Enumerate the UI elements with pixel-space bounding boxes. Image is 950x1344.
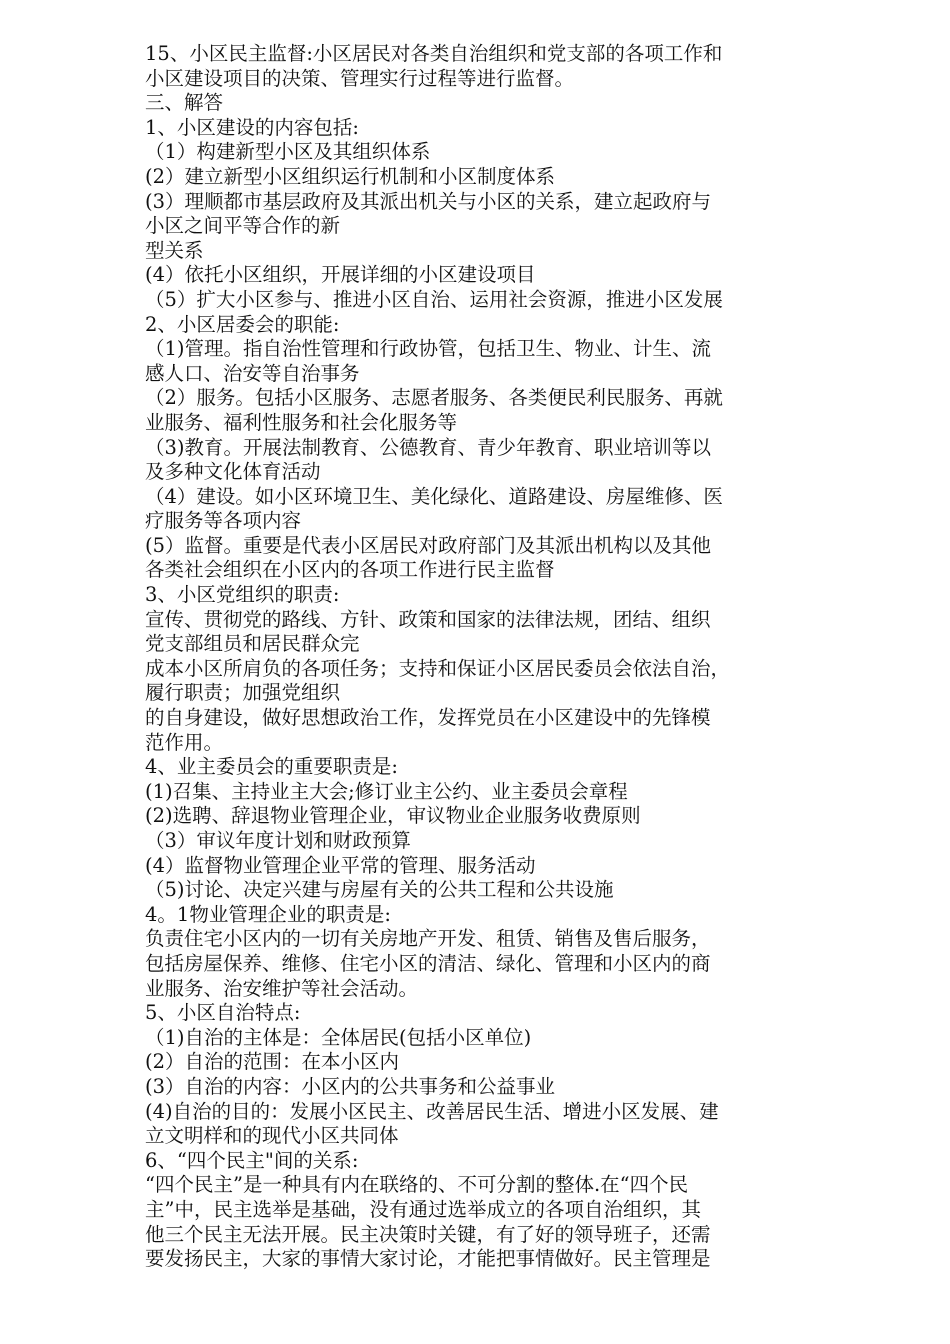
- text-line: 3、小区党组织的职责:: [145, 583, 340, 607]
- text-line: （1）构建新型小区及其组织体系: [145, 140, 431, 164]
- text-line: 要发扬民主，大家的事情大家讨论，才能把事情做好。民主管理是: [145, 1247, 711, 1271]
- text-line: （1)自治的主体是：全体居民(包括小区单位): [145, 1025, 532, 1049]
- text-line: 6、“四个民主"间的关系:: [145, 1148, 359, 1172]
- document-body: [145, 42, 835, 1272]
- text-line: “四个民主”是一种具有内在联络的、不可分割的整体.在“四个民: [145, 1173, 689, 1197]
- text-line: 主”中，民主选举是基础，没有通过选举成立的各项自治组织，其: [145, 1197, 701, 1221]
- text-line: (2）建立新型小区组织运行机制和小区制度体系: [145, 164, 556, 188]
- text-line: (4)自治的目的：发展小区民主、改善居民生活、增进小区发展、建: [145, 1099, 719, 1123]
- text-line: 履行职责；加强党组织: [145, 681, 341, 705]
- text-line: (3）理顺都市基层政府及其派出机关与小区的关系，建立起政府与: [145, 189, 712, 213]
- text-line: 小区之间平等合作的新: [145, 214, 341, 238]
- text-line: 范作用。: [145, 730, 224, 754]
- text-line: 业服务、治安维护等社会活动。: [145, 976, 419, 1000]
- text-line: 各类社会组织在小区内的各项工作进行民主监督: [145, 558, 555, 582]
- text-line: (1)召集、主持业主大会;修订业主公约、业主委员会章程: [145, 779, 628, 803]
- text-line: 立文明样和的现代小区共同体: [145, 1124, 399, 1148]
- text-line: 1、小区建设的内容包括:: [145, 115, 359, 139]
- text-line: 的自身建设，做好思想政治工作，发挥党员在小区建设中的先锋模: [145, 706, 711, 730]
- text-line: 小区建设项目的决策、管理实行过程等进行监督。: [145, 66, 575, 90]
- text-line: 4。1物业管理企业的职责是:: [145, 902, 391, 926]
- text-line: （5）扩大小区参与、推进小区自治、运用社会资源，推进小区发展: [145, 287, 723, 311]
- text-line: 及多种文化体育活动: [145, 460, 321, 484]
- text-line: 疗服务等各项内容: [145, 509, 302, 533]
- text-line: 成本小区所肩负的各项任务；支持和保证小区居民委员会依法自治，: [145, 656, 731, 680]
- text-line: 4、业主委员会的重要职责是:: [145, 755, 398, 779]
- text-line: (4）监督物业管理企业平常的管理、服务活动: [145, 853, 536, 877]
- text-line: 三、解答: [145, 91, 224, 115]
- text-line: 感人口、治安等自治事务: [145, 361, 360, 385]
- text-line: 包括房屋保养、维修、住宅小区的清洁、绿化、管理和小区内的商: [145, 951, 711, 975]
- text-line: (2）自治的范围：在本小区内: [145, 1050, 400, 1074]
- text-line: 型关系: [145, 238, 204, 262]
- text-line: 负责住宅小区内的一切有关房地产开发、租赁、销售及售后服务，: [145, 927, 711, 951]
- text-line: 他三个民主无法开展。民主决策时关键，有了好的领导班子，还需: [145, 1222, 711, 1246]
- text-line: （1)管理。指自治性管理和行政协管，包括卫生、物业、计生、流: [145, 337, 712, 361]
- text-line: (2)选聘、辞退物业管理企业，审议物业企业服务收费原则: [145, 804, 641, 828]
- text-line: 15、小区民主监督:小区居民对各类自治组织和党支部的各项工作和: [145, 42, 723, 65]
- text-line: 2、小区居委会的职能:: [145, 312, 340, 336]
- text-line: （4）建设。如小区环境卫生、美化绿化、道路建设、房屋维修、医: [145, 484, 723, 508]
- text-line: （3）审议年度计划和财政预算: [145, 829, 411, 852]
- text-line: 5、小区自治特点:: [145, 1001, 301, 1025]
- text-line: (4）依托小区组织，开展详细的小区建设项目: [145, 263, 536, 287]
- text-line: （2）服务。包括小区服务、志愿者服务、各类便民利民服务、再就: [145, 386, 723, 410]
- text-line: 业服务、福利性服务和社会化服务等: [145, 410, 458, 434]
- text-line: (5）监督。重要是代表小区居民对政府部门及其派出机构以及其他: [145, 533, 712, 557]
- text-line: 党支部组员和居民群众完: [145, 632, 360, 656]
- text-line: (3）自治的内容：小区内的公共事务和公益事业: [145, 1074, 556, 1098]
- text-line: 宣传、贯彻党的路线、方针、政策和国家的法律法规，团结、组织: [145, 607, 711, 631]
- text-line: （5)讨论、决定兴建与房屋有关的公共工程和公共设施: [145, 878, 614, 902]
- text-line: （3)教育。开展法制教育、公德教育、青少年教育、职业培训等以: [145, 435, 712, 459]
